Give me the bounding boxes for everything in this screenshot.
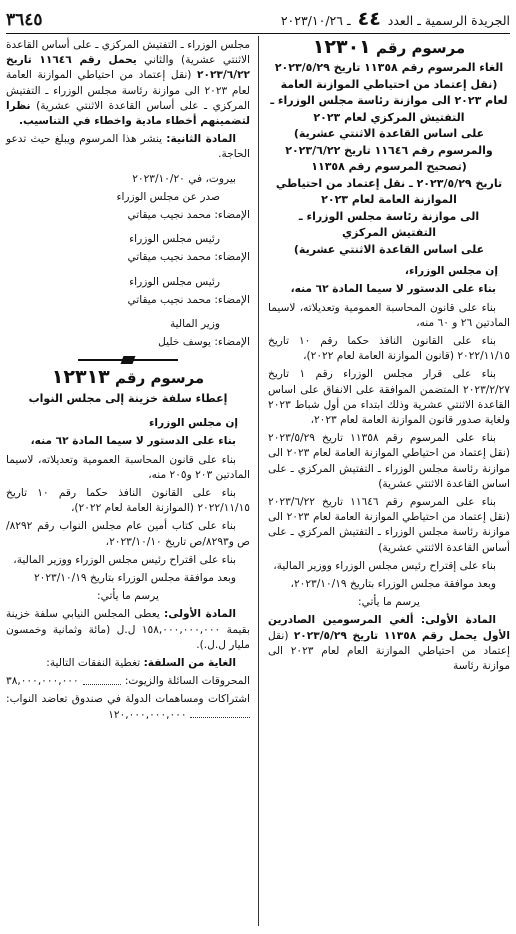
- decree2-article1-label: المادة الأولى:: [164, 608, 236, 621]
- issue-date: ـ ٢٠٢٣/١٠/٢٦: [280, 13, 351, 28]
- article1-continued-text-2: (نقل إعتماد من احتياطي الموازنة العامة لعام ٢٠٢٣ الى موازنة رئاسة مجلس الوزراء ـ التفتيش المركزي ـ على أساس القاعدة الاثنتي عشرية): [6, 69, 250, 112]
- column-divider: [258, 36, 259, 926]
- article1-text: (نقل إعتماد من احتياطي الموازنة العام لعام ٢٠٢٣ الى موازنة رئاسة: [268, 629, 511, 673]
- heading-line: (تصحيح المرسوم رقم ١١٣٥٨: [311, 160, 467, 174]
- article1-reason: نظرا لتضمينهم أخطاء مادية واخطاء في التناسيب.: [6, 99, 250, 128]
- heading-line: والمرسوم رقم ١١٦٤٦ تاريخ ٢٠٢٣/٦/٢٢: [285, 143, 493, 157]
- decree2-issuer: إن مجلس الوزراء: [148, 417, 238, 430]
- decree1-issuer: إن مجلس الوزراء،: [404, 265, 498, 278]
- article1-continued-bold: يحمل رقم ١١٦٤٦ تاريخ ٢٠٢٣/٦/٢٢: [6, 54, 251, 82]
- decree2-label: مرسوم رقم: [115, 369, 205, 388]
- decree2-basis-accounting-law: بناء على قانون المحاسبة العمومية وتعديلاته، لاسيما المادتين ٢٠٣ و٢٠٥ منه،: [6, 453, 250, 481]
- article1-bold-text: ألغي المرسومين الصادرين الأول يحمل رقم ١١٣٥٨ تاريخ ٢٠٢٣/٥/٢٩: [268, 614, 511, 642]
- page-header: [6, 8, 510, 30]
- article2-text: ينشر هذا المرسوم ويبلغ حيث تدعو الحاجة.: [6, 133, 250, 161]
- heading-line: على اساس القاعدة الاثنتي عشرية): [293, 242, 485, 256]
- decree1-title: [268, 36, 510, 58]
- decree2-heading: إعطاء سلفة خزينة إلى مجلس النواب: [28, 391, 228, 405]
- decree1-basis-decree-11646: بناء على المرسوم رقم ١١٦٤٦ تاريخ ٢٠٢٣/٦/٢٢ (نقل إعتماد من احتياطي الموازنة العامة لعام ٢٠٢٣ الى موازنة رئاسة مجلس الوزراء ـ التفتيش المركزي ـ على أساس القاعدة الاثنتي عشرية): [268, 496, 511, 554]
- heading-line: الى موازنة رئاسة مجلس الوزراء ـ: [298, 209, 480, 223]
- signature-4: الإمضاء: يوسف خليل: [158, 336, 250, 349]
- expense-item-fuel: [6, 674, 250, 689]
- decree2-basis-letter: بناء على كتاب أمين عام مجلس النواب رقم ٨٢٩٢/ص و٨٢٩٣/ص تاريخ ٢٠٢٣/١٠/١٠،: [6, 520, 250, 548]
- article1-label: المادة الأولى:: [420, 614, 497, 627]
- decree2-basis-constitution: بناء على الدستور لا سيما المادة ٦٢ منه،: [30, 435, 236, 448]
- right-column: [268, 38, 510, 677]
- purpose-text: تغطية النفقات التالية:: [46, 657, 141, 669]
- decree2-title: [6, 366, 250, 389]
- article1-continued-text: مجلس الوزراء ـ التفتيش المركزي ـ على أساس القاعدة الاثنتي عشرية) والثاني: [6, 39, 251, 67]
- role-3: وزير المالية: [169, 318, 220, 331]
- decree2-number: ١٢٣١٣: [51, 366, 110, 389]
- decree1-number: ١٢٣٠١: [312, 36, 371, 58]
- expense-amount: ٣٨,٠٠٠,٠٠٠,٠٠٠: [6, 675, 79, 688]
- decree1-basis-council-decision: بناء على قرار مجلس الوزراء رقم ١ تاريخ ٢٠٢٣/٢/٢٧ المتضمن الموافقة على الانفاق على اساس القاعدة الاثنتي عشرية وذلك ابتداء من أول شباط ٢٠٢٣ ولغاية صدور قانون الموازنة العامة لعام ٢٠٢٣،: [268, 368, 510, 427]
- heading-line: الموازنة العامة لعام ٢٠٢٣: [321, 193, 457, 207]
- expense-amount: ١٢٠,٠٠٠,٠٠٠,٠٠٠: [108, 708, 187, 721]
- decree1-article1: [268, 613, 510, 674]
- decree2-purpose: [6, 656, 250, 671]
- decree1-basis-accounting-law: بناء على قانون المحاسبة العمومية وتعديلاته، لاسيما المادتين ٢٦ و ٦٠ منه،: [268, 301, 510, 329]
- decree1-basis-approval: وبعد موافقة مجلس الوزراء بتاريخ ٢٠٢٣/١٠/١٩،: [290, 578, 496, 591]
- decree2-decrees: يرسم ما يأتي:: [97, 590, 159, 603]
- role-2: رئيس مجلس الوزراء: [129, 275, 220, 288]
- journal-name: الجريدة الرسمية ـ العدد: [387, 13, 510, 28]
- signature-3: الإمضاء: محمد نجيب ميقاتي: [127, 293, 250, 306]
- header-rule: [6, 33, 510, 34]
- heading-line: التفتيش المركزي لعام ٢٠٢٣: [313, 110, 465, 124]
- decree1-place-date: بيروت، في ٢٠٢٣/١٠/٢٠: [132, 172, 236, 185]
- decree1-basis-constitution: بناء على الدستور لا سيما المادة ٦٢ منه،: [290, 283, 496, 296]
- heading-line: الغاء المرسوم رقم ١١٣٥٨ تاريخ ٢٠٢٣/٥/٢٩: [274, 61, 504, 75]
- page-number: ٣٦٤٥: [6, 10, 43, 30]
- section-divider: [78, 356, 178, 364]
- heading-line: على اساس القاعدة الاثنتي عشرية): [293, 127, 485, 141]
- decree1-issued-by: صدر عن مجلس الوزراء: [116, 190, 220, 203]
- decree1-basis-decree-11358: بناء على المرسوم رقم ١١٣٥٨ تاريخ ٢٠٢٣/٥/٢٩ (نقل إعتماد من احتياطي الموازنة العامة لعام ٢٠٢٣ الى موازنة رئاسة مجلس الوزراء ـ التفتيش المركزي ـ على اساس القاعدة الاثنتي عشرية): [268, 432, 511, 490]
- decree1-label: مرسوم رقم: [376, 39, 466, 57]
- signature-1: الإمضاء: محمد نجيب ميقاتي: [127, 209, 250, 222]
- heading-line: تاريخ ٢٠٢٣/٥/٢٩ ـ نقل إعتماد من احتياطي: [275, 176, 503, 190]
- decree2-basis-law-10: بناء على القانون النافذ حكما رقم ١٠ تاريخ ٢٠٢٢/١١/١٥ (الموازنة العامة لعام ٢٠٢٢)،: [6, 486, 250, 515]
- journal-title: [281, 8, 510, 30]
- left-column: [6, 38, 250, 726]
- expense-label: المحروقات السائلة والزيوت:: [124, 675, 250, 688]
- article2-label: المادة الثانية:: [166, 133, 236, 146]
- heading-line: (نقل إعتماد من احتياطي الموازنة العامة: [280, 77, 498, 91]
- decree1-article2: [6, 132, 250, 162]
- decree1-decrees: يرسم ما يأتي:: [358, 596, 420, 609]
- decree2-basis-approval: وبعد موافقة مجلس الوزراء بتاريخ ٢٠٢٣/١٠/١٩: [33, 571, 236, 584]
- decree1-heading: [268, 60, 510, 258]
- heading-line: التفتيش المركزي: [341, 226, 437, 240]
- issue-number: ٤٤: [357, 8, 381, 30]
- expense-item-contributions: [6, 692, 250, 722]
- decree1-basis-law-10: بناء على القانون النافذ حكما رقم ١٠ تاريخ ٢٠٢٢/١١/١٥ (قانون الموازنة العامة لعام ٢٠٢٢)،: [268, 335, 510, 363]
- signature-2: الإمضاء: محمد نجيب ميقاتي: [127, 251, 250, 264]
- decree1-basis-proposal: بناء على إقتراح رئيس مجلس الوزراء ووزير المالية،: [273, 559, 496, 572]
- role-1: رئيس مجلس الوزراء: [129, 233, 220, 246]
- heading-line: لعام ٢٠٢٣ الى موازنة رئاسة مجلس الوزراء ـ: [270, 94, 508, 108]
- decree2-article1: [6, 607, 250, 653]
- purpose-label: الغاية من السلفة:: [143, 657, 236, 669]
- decree2-basis-proposal: بناء على اقتراح رئيس مجلس الوزراء ووزير المالية،: [13, 553, 236, 566]
- expense-label: اشتراكات ومساهمات الدولة في صندوق تعاضد النواب:: [6, 693, 250, 706]
- decree2-article1-text: يعطى المجلس النيابي سلفة خزينة بقيمة ١٥٨,٠٠٠,٠٠٠,٠٠٠ ل.ل (مائة وثمانية وخمسون مليار ل.ل.).: [6, 608, 250, 651]
- decree1-article1-continued: [6, 38, 250, 129]
